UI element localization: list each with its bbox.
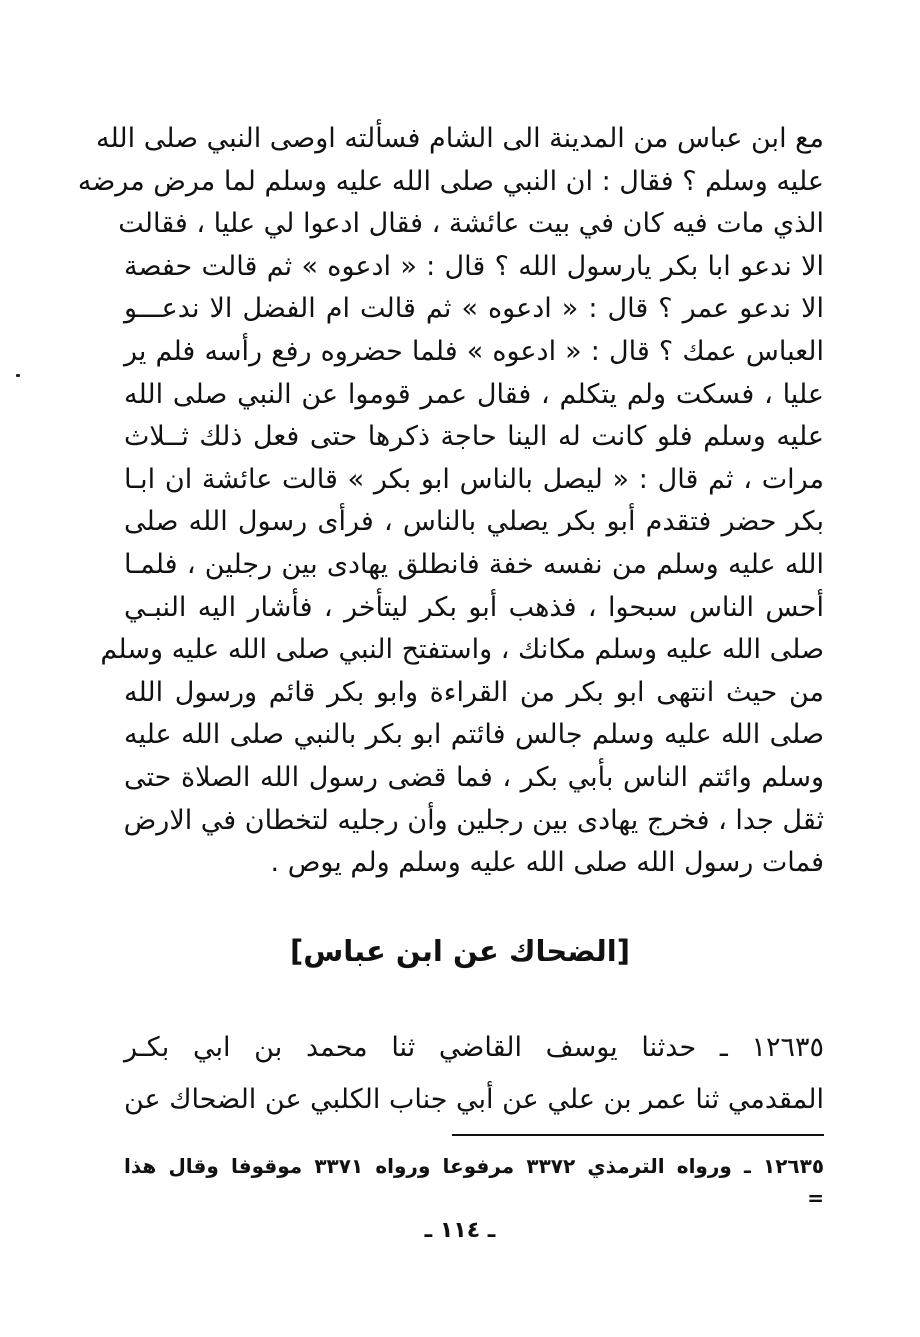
footnote-continuation-mark: = (807, 1186, 824, 1210)
scan-speck (16, 374, 20, 377)
hadith-block (124, 1022, 824, 1126)
hadith-line: ١٢٦٣٥ ـ حدثنا يوسف القاضي ثنا محمد بن ابي بكـر (124, 1032, 824, 1063)
text-line: الله عليه وسلم من نفسه خفة فانطلق يهادى بين رجلين ، فلمـا (124, 548, 824, 580)
text-line: أحس الناس سبحوا ، فذهب أبو بكر ليتأخر ، فأشار اليه النبـي (124, 591, 824, 623)
footnote (124, 1150, 824, 1214)
text-line: الا ندعو عمر ؟ قال : « ادعوه » ثم قالت ام الفضل الا ندعـــو (124, 293, 824, 325)
text-line: عليه وسلم ؟ فقال : ان النبي صلى الله عليه وسلم لما مرض مرضه (77, 165, 824, 197)
text-line: وسلم وائتم الناس بأبي بكر ، فما قضى رسول الله الصلاة حتى (124, 761, 824, 793)
text-line: صلى الله عليه وسلم مكانك ، واستفتح النبي صلى الله عليه وسلم (100, 634, 824, 666)
page-number: ـ ١١٤ ـ (424, 1218, 496, 1243)
hadith-line: المقدمي ثنا عمر بن علي عن أبي جناب الكلبي عن الضحاك عن (124, 1084, 824, 1115)
text-line: صلى الله عليه وسلم جالس فائتم ابو بكر بالنبي صلى الله عليه (124, 719, 824, 751)
footnote-text: ١٢٦٣٥ ـ ورواه الترمذي ٣٣٧٢ مرفوعا ورواه ٣٣٧١ موقوفا وقال هذا (124, 1154, 825, 1178)
text-line: فمات رسول الله صلى الله عليه وسلم ولم يوص . (270, 847, 824, 879)
section-heading: [الضحاك عن ابن عباس] (290, 934, 630, 968)
text-line: الا ندعو ابا بكر يارسول الله ؟ قال : « ادعوه » ثم قالت حفصة (124, 250, 824, 282)
text-line: الذي مات فيه كان في بيت عائشة ، فقال ادعوا لي عليا ، فقالت (118, 208, 824, 240)
text-line: عليه وسلم فلو كانت له الينا حاجة ذكرها حتى فعل ذلك ثــلاث (124, 421, 824, 453)
text-line: بكر حضر فتقدم أبو بكر يصلي بالناس ، فرأى رسول الله صلى (124, 506, 824, 538)
text-line: من حيث انتهى ابو بكر من القراءة وابو بكر قائم ورسول الله (124, 676, 824, 708)
text-line: ثقل جدا ، فخرج يهادى بين رجلين وأن رجليه لتخطان في الارض (123, 804, 824, 836)
footnote-divider (452, 1134, 824, 1136)
main-text-block (77, 118, 824, 885)
text-line: مرات ، ثم قال : « ليصل بالناس ابو بكر » قالت عائشة ان ابـا (124, 463, 824, 495)
text-line: مع ابن عباس من المدينة الى الشام فسألته اوصى النبي صلى الله (96, 123, 824, 154)
text-line: عليا ، فسكت ولم يتكلم ، فقال عمر قوموا عن النبي صلى الله (124, 378, 824, 410)
text-line: العباس عمك ؟ قال : « ادعوه » فلما حضروه رفع رأسه فلم ير (124, 335, 824, 367)
